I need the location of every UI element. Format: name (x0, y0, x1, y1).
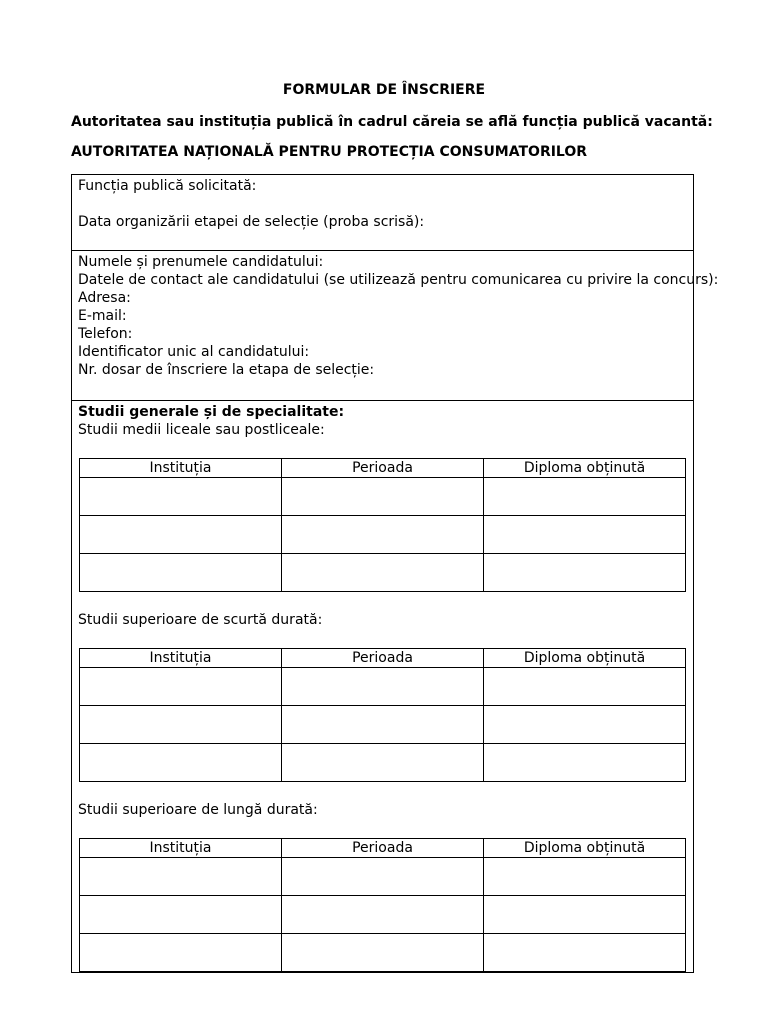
table-cell[interactable] (282, 554, 484, 592)
table-cell[interactable] (282, 858, 484, 896)
table-cell[interactable] (484, 706, 686, 744)
table-cell[interactable] (80, 668, 282, 706)
table-cell[interactable] (80, 554, 282, 592)
table-cell[interactable] (80, 934, 282, 972)
table-row (80, 668, 686, 706)
section-label: Studii superioare de lungă durată: (78, 802, 318, 818)
phone-label: Telefon: (78, 326, 133, 342)
table-row (80, 934, 686, 972)
authority-label: Autoritatea sau instituția publică în cadrul căreia se află funcția publică vacantă: (71, 114, 713, 130)
table-row (80, 706, 686, 744)
table-cell[interactable] (80, 896, 282, 934)
column-header: Perioada (282, 459, 484, 478)
form-title: FORMULAR DE ÎNSCRIERE (282, 82, 486, 98)
table-cell[interactable] (484, 554, 686, 592)
column-header: Instituția (80, 459, 282, 478)
studies-table-long (79, 838, 686, 972)
table-cell[interactable] (282, 896, 484, 934)
table-row (80, 516, 686, 554)
email-label: E-mail: (78, 308, 127, 324)
function-label: Funcția publică solicitată: (78, 178, 257, 194)
selection-date-label: Data organizării etapei de selecție (proba scrisă): (78, 214, 425, 230)
column-header: Diploma obținută (484, 459, 686, 478)
table-cell[interactable] (484, 858, 686, 896)
file-number-label: Nr. dosar de înscriere la etapa de selecție: (78, 362, 375, 378)
column-header: Perioada (282, 839, 484, 858)
table-cell[interactable] (484, 896, 686, 934)
table-row (80, 896, 686, 934)
position-box (71, 174, 694, 251)
table-row (80, 554, 686, 592)
studies-table-short (79, 648, 686, 782)
table-cell[interactable] (484, 478, 686, 516)
table-row (80, 478, 686, 516)
table-cell[interactable] (80, 706, 282, 744)
table-cell[interactable] (80, 516, 282, 554)
column-header: Perioada (282, 649, 484, 668)
studies-heading: Studii generale și de specialitate: (78, 404, 345, 420)
candidate-box (71, 250, 719, 401)
column-header: Instituția (80, 649, 282, 668)
table-cell[interactable] (80, 858, 282, 896)
column-header: Diploma obținută (484, 649, 686, 668)
table-cell[interactable] (484, 934, 686, 972)
section-label: Studii superioare de scurtă durată: (78, 612, 323, 628)
studies-table-secondary (79, 458, 686, 592)
table-cell[interactable] (282, 706, 484, 744)
column-header: Instituția (80, 839, 282, 858)
table-cell[interactable] (282, 516, 484, 554)
table-row (80, 858, 686, 896)
table-cell[interactable] (80, 744, 282, 782)
candidate-name-label: Numele și prenumele candidatului: (78, 254, 324, 270)
candidate-id-label: Identificator unic al candidatului: (78, 344, 310, 360)
contact-label: Datele de contact ale candidatului (se utilizează pentru comunicarea cu privire la concurs): (78, 272, 719, 288)
table-cell[interactable] (80, 478, 282, 516)
authority-name: AUTORITATEA NAȚIONALĂ PENTRU PROTECȚIA CONSUMATORILOR (71, 144, 588, 160)
table-cell[interactable] (484, 668, 686, 706)
table-cell[interactable] (484, 744, 686, 782)
column-header: Diploma obținută (484, 839, 686, 858)
table-cell[interactable] (282, 934, 484, 972)
table-cell[interactable] (282, 744, 484, 782)
address-label: Adresa: (78, 290, 131, 306)
table-cell[interactable] (282, 478, 484, 516)
section-label: Studii medii liceale sau postliceale: (78, 422, 325, 438)
table-row (80, 744, 686, 782)
table-cell[interactable] (484, 516, 686, 554)
table-cell[interactable] (282, 668, 484, 706)
studies-box (71, 400, 694, 973)
